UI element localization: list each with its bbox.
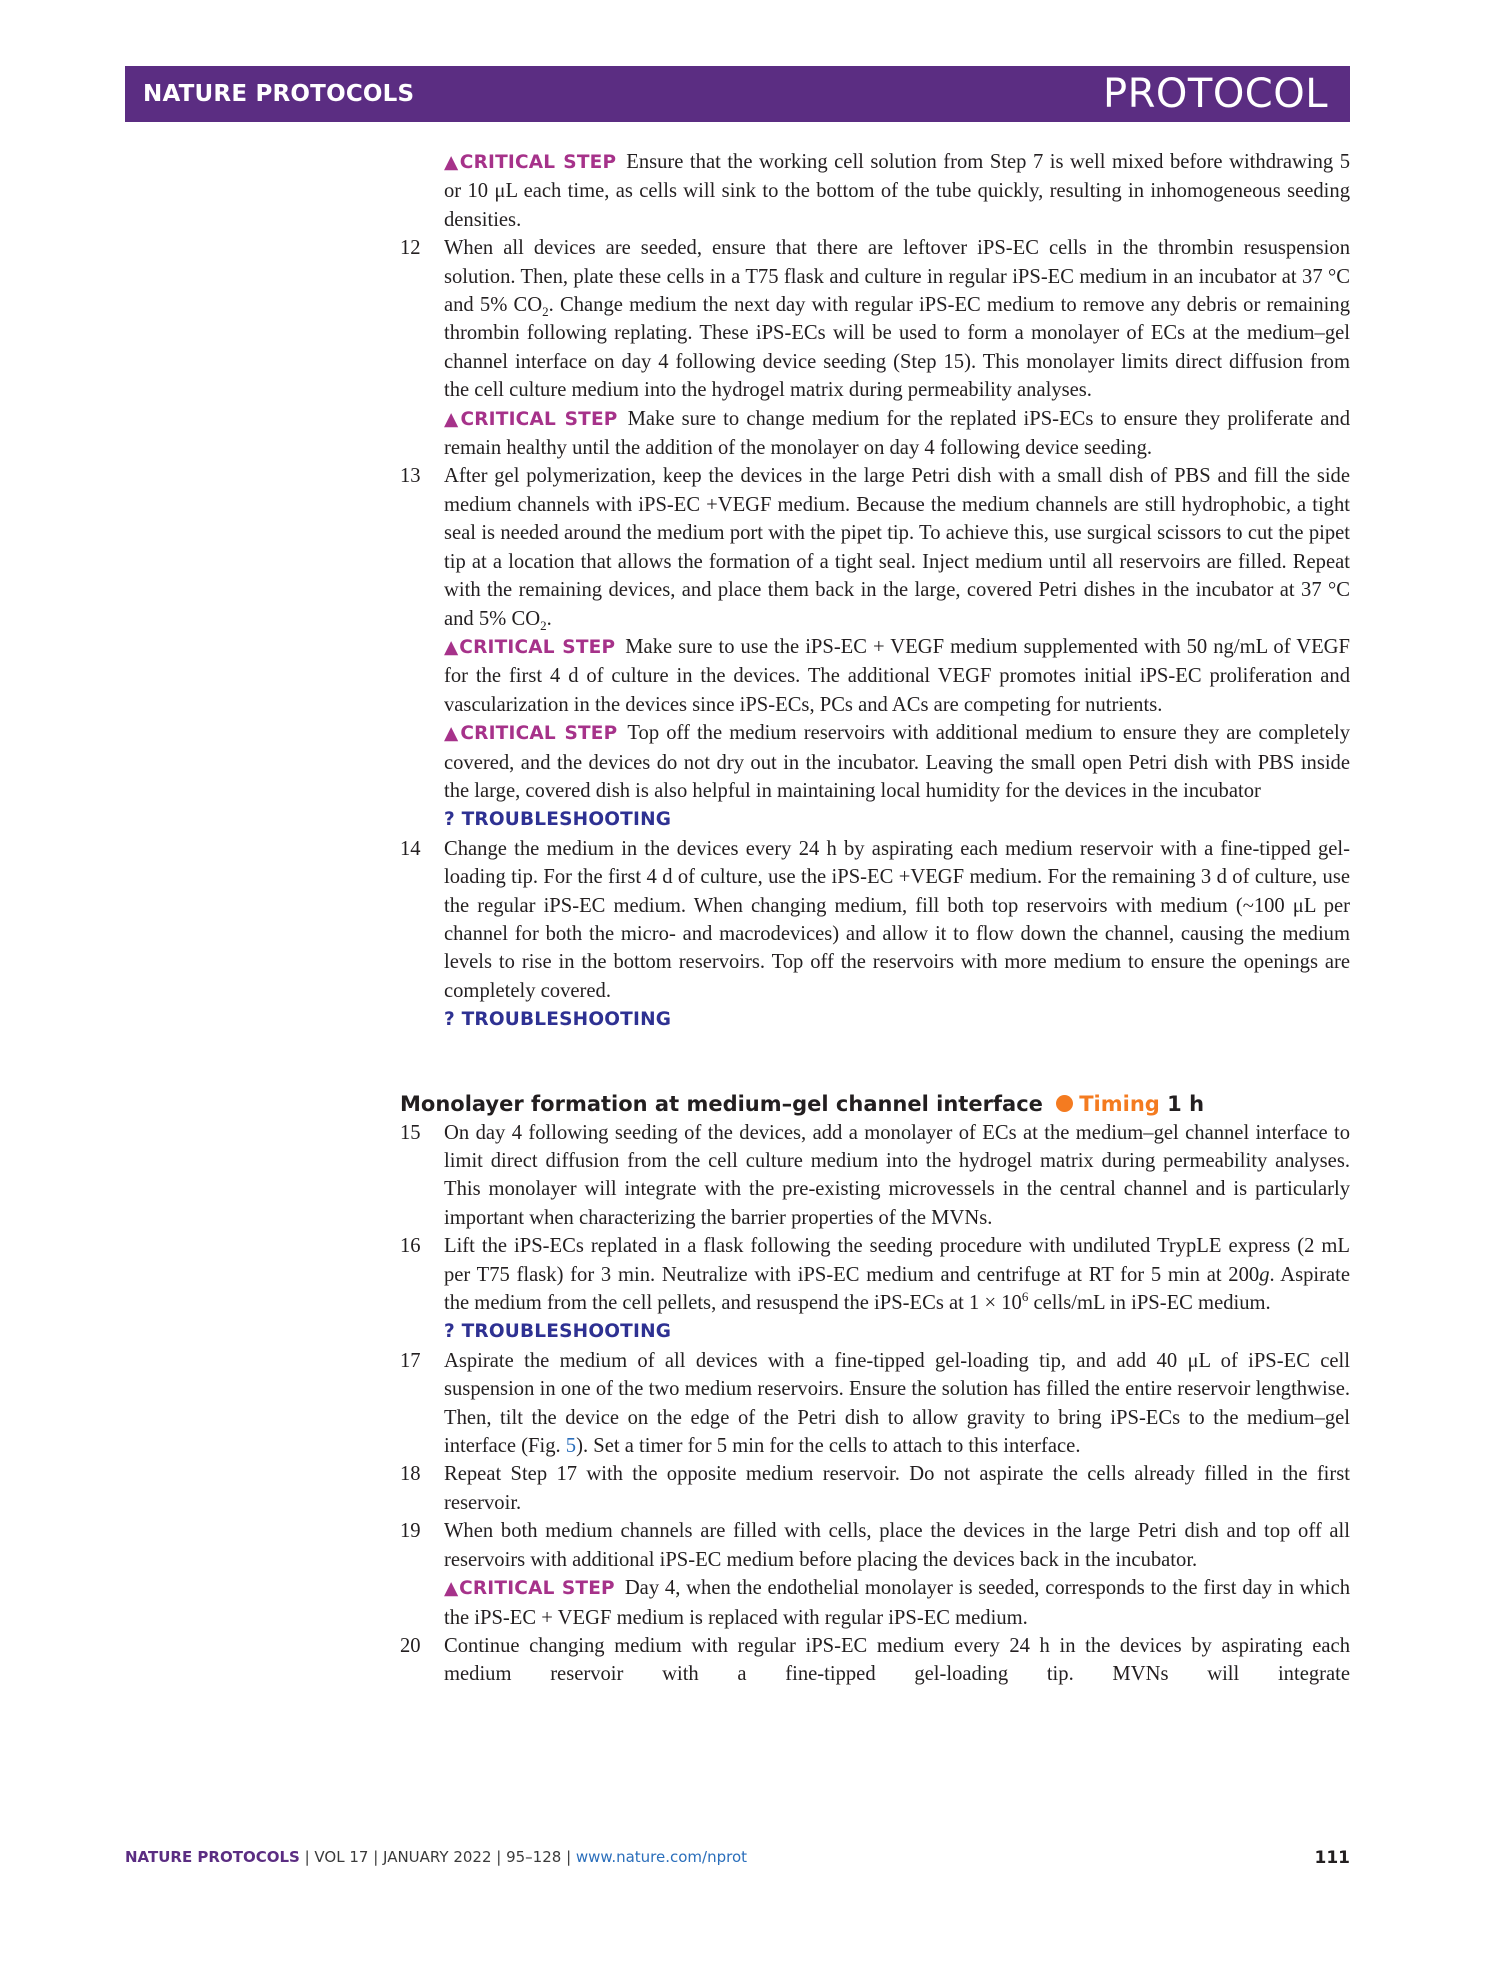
step-16: 16 Lift the iPS-ECs replated in a flask following the seeding procedure with undiluted TrypLE express (2 mL per T75 flask) for 3 min. Neutralize with iPS-EC medium and centrifuge at RT for 5 min at 200g. Aspirate the medium from the cell pellets, and resuspend the iPS-ECs at $1 \times 10^6$ cells/mL in iPS-EC medium. ? TROUBLESHOOTING: [400, 1232, 1350, 1347]
step-19: 19 When both medium channels are filled with cells, place the devices in the large Petri dish and top off all reservoirs with additional iPS-EC medium before placing the devices back in the incubator. ▲CRITICAL STEP Day 4, when the endothelial monolayer is seeded, corresponds to the first day in which the iPS-EC + VEGF medium is replaced with regular iPS-EC medium.: [400, 1517, 1350, 1632]
footer-url-link[interactable]: www.nature.com/nprot: [575, 1848, 748, 1866]
critical-step-note: ▲CRITICAL STEP Make sure to use the iPS-EC + VEGF medium supplemented with 50 ng/mL of VEGF for the first 4 d of culture in the devices. The additional VEGF promotes initial iPS-EC proliferation and vascularization in the devices since iPS-ECs, PCs and ACs are competing for nutrients.: [444, 635, 1351, 716]
article-body: [400, 148, 1350, 1689]
step-number: 17: [400, 1349, 421, 1372]
step-number: 16: [400, 1235, 421, 1258]
step-17: 17 Aspirate the medium of all devices with a fine-tipped gel-loading tip, and add 40 μL of iPS-EC cell suspension in one of the two medium reservoirs. Ensure the solution has filled the entire reservoir lengthwise. Then, tilt the device on the edge of the Petri dish to allow gravity to bring iPS-ECs to the medium–gel interface (Fig. 5). Set a timer for 5 min for the cells to attach to this interface.: [400, 1347, 1350, 1461]
step-18: 18 Repeat Step 17 with the opposite medium reservoir. Do not aspirate the cells already filled in the first reservoir.: [400, 1460, 1350, 1517]
step-number: 15: [400, 1121, 421, 1144]
section-label: PROTOCOL: [1102, 71, 1328, 117]
critical-step-label: ▲CRITICAL STEP: [444, 636, 616, 658]
timing-label: Timing: [1079, 1091, 1160, 1116]
section-heading: Monolayer formation at medium–gel channel interface Timing 1 h: [400, 1091, 1205, 1116]
step-number: 13: [400, 465, 421, 488]
critical-step-note: ▲CRITICAL STEP Make sure to change medium for the replated iPS-ECs to ensure they proliferate and remain healthy until the addition of the monolayer on day 4 following device seeding.: [444, 407, 1351, 460]
step-number: 14: [400, 837, 421, 860]
page-header: [125, 66, 1350, 122]
timing-dot-icon: [1056, 1095, 1073, 1112]
critical-step-label: ▲CRITICAL STEP: [444, 1578, 615, 1600]
troubleshooting-link[interactable]: ? TROUBLESHOOTING: [444, 1009, 672, 1031]
step-15: 15 On day 4 following seeding of the devices, add a monolayer of ECs at the medium–gel channel interface to limit direct diffusion from the cell culture medium into the hydrogel matrix during permeability analyses. This monolayer will integrate with the pre-existing microvessels in the central channel and is particularly important when characterizing the barrier properties of the MVNs.: [400, 1119, 1350, 1233]
footer-journal: NATURE PROTOCOLS: [125, 1848, 300, 1866]
footer-citation: | VOL 17 | JANUARY 2022 | 95–128 |: [299, 1848, 576, 1866]
critical-step-note: ▲CRITICAL STEP Ensure that the working cell solution from Step 7 is well mixed before withdrawing 5 or 10 μL each time, as cells will sink to the bottom of the tube quickly, resulting in inhomogeneous seeding densities.: [444, 151, 1350, 231]
page-number: 111: [1314, 1848, 1350, 1868]
step-12: 12 When all devices are seeded, ensure that there are leftover iPS-EC cells in the thrombin resuspension solution. Then, plate these cells in a T75 flask and culture in regular iPS-EC medium in an incubator at 37 °C and 5% $CO_2$. Change medium the next day with regular iPS-EC medium to remove any debris or remaining thrombin following replating. These iPS-ECs will be used to form a monolayer of ECs at the medium–gel channel interface on day 4 following device seeding (Step 15). This monolayer limits direct diffusion from the cell culture medium into the hydrogel matrix during permeability analyses. ▲CRITICAL STEP Make sure to change medium for the replated iPS-ECs to ensure they proliferate and remain healthy until the addition of the monolayer on day 4 following device seeding.: [400, 234, 1350, 462]
critical-step-label: ▲CRITICAL STEP: [444, 723, 618, 745]
journal-name: NATURE PROTOCOLS: [143, 81, 415, 107]
troubleshooting-link[interactable]: ? TROUBLESHOOTING: [444, 809, 672, 831]
step-number: 12: [400, 237, 421, 260]
page-footer: [125, 1848, 1350, 1872]
critical-step-note: ▲CRITICAL STEP Top off the medium reservoirs with additional medium to ensure they are completely covered, and the devices do not dry out in the incubator. Leaving the small open Petri dish with PBS inside the large, covered dish is also helpful in maintaining local humidity for the devices in the incubator: [444, 722, 1351, 802]
step-13: 13 After gel polymerization, keep the devices in the large Petri dish with a small dish of PBS and fill the side medium channels with iPS-EC +VEGF medium. Because the medium channels are still hydrophobic, a tight seal is needed around the medium port with the pipet tip. To achieve this, use surgical scissors to cut the pipet tip at a location that allows the formation of a tight seal. Inject medium until all reservoirs are filled. Repeat with the remaining devices, and place them back in the large, covered Petri dishes in the incubator at 37 °C and 5% $CO_2$. ▲CRITICAL STEP Make sure to use the iPS-EC + VEGF medium supplemented with 50 ng/mL of VEGF for the first 4 d of culture in the devices. The additional VEGF promotes initial iPS-EC proliferation and vascularization in the devices since iPS-ECs, PCs and ACs are competing for nutrients. ▲CRITICAL STEP Top off the medium reservoirs with additional medium to ensure they are completely covered, and the devices do not dry out in the incubator. Leaving the small open Petri dish with PBS inside the large, covered dish is also helpful in maintaining local humidity for the devices in the incubator ? TROUBLESHOOTING: [400, 462, 1350, 834]
critical-step-label: ▲CRITICAL STEP: [444, 408, 618, 430]
critical-step-note: ▲CRITICAL STEP Day 4, when the endothelial monolayer is seeded, corresponds to the first day in which the iPS-EC + VEGF medium is replaced with regular iPS-EC medium.: [444, 1577, 1351, 1629]
step-14: 14 Change the medium in the devices every 24 h by aspirating each medium reservoir with a fine-tipped gel-loading tip. For the first 4 d of culture, use the iPS-EC +VEGF medium. For the remaining 3 d of culture, use the regular iPS-EC medium. When changing medium, fill both top reservoirs with medium (~100 μL per channel for both the micro- and macrodevices) and allow it to flow down the channel, causing the medium levels to rise in the bottom reservoirs. Top off the reservoirs with more medium to ensure the openings are completely covered. ? TROUBLESHOOTING: [400, 835, 1350, 1035]
step-number: 19: [400, 1520, 421, 1543]
step-number: 18: [400, 1463, 421, 1486]
timing-value: 1 h: [1167, 1091, 1205, 1116]
figure-link[interactable]: 5: [565, 1435, 577, 1458]
critical-step-label: ▲CRITICAL STEP: [444, 152, 617, 173]
step-20: 20 Continue changing medium with regular iPS-EC medium every 24 h in the devices by aspirating each medium reservoir with a fine-tipped gel-loading tip. MVNs will integrate: [400, 1632, 1350, 1689]
troubleshooting-link[interactable]: ? TROUBLESHOOTING: [444, 1321, 672, 1343]
step-number: 20: [400, 1634, 421, 1657]
